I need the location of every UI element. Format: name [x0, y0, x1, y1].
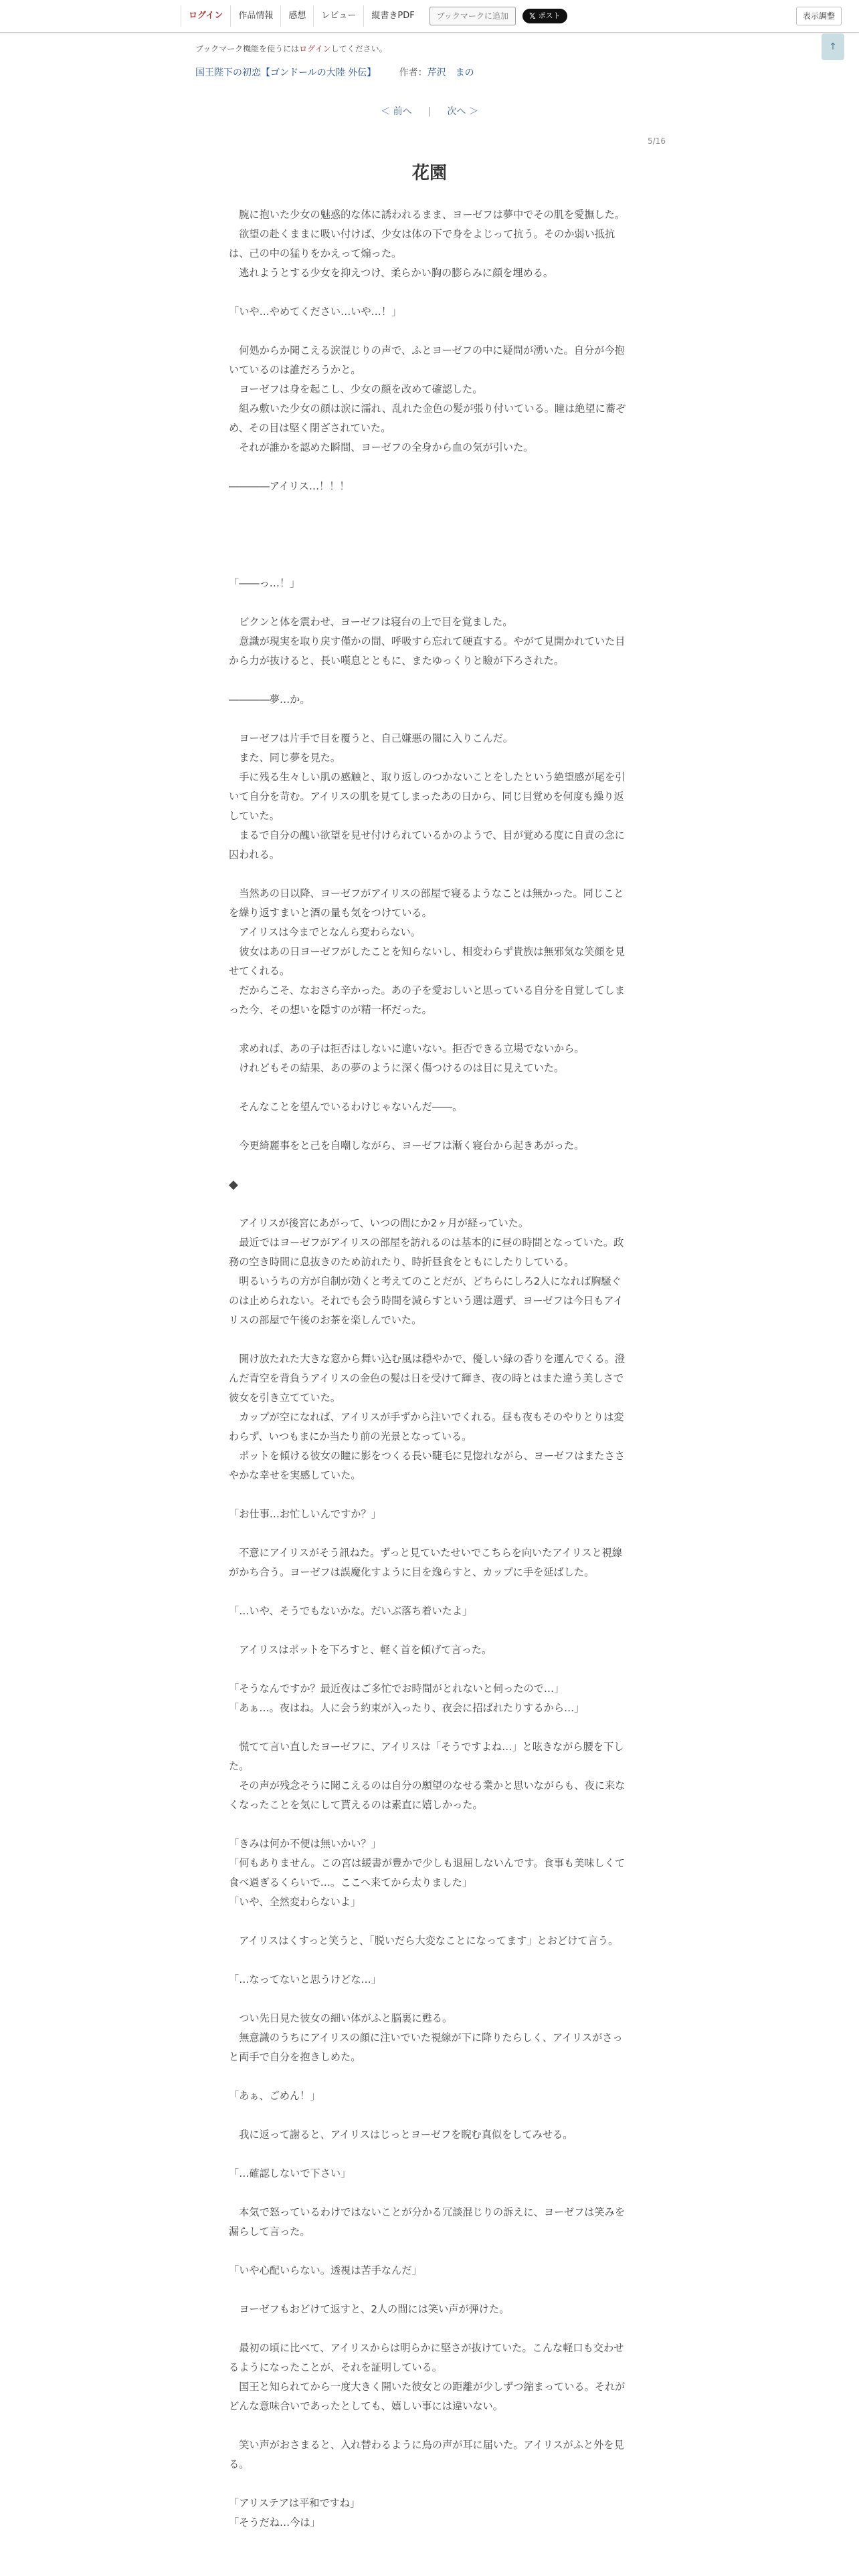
vertical-pdf-link[interactable]: 縦書きPDF — [363, 5, 421, 27]
body-paragraph: 逃れようとする少女を抑えつけ、柔らかい胸の膨らみに顔を埋める。 — [229, 267, 554, 279]
body-paragraph: 「お仕事…お忙しいんですか？」 — [229, 1508, 381, 1520]
body-paragraph — [229, 2319, 630, 2339]
body-paragraph: 求めれば、あの子は拒否はしないに違いない。拒否できる立場でないから。 — [229, 1043, 585, 1055]
body-paragraph — [229, 535, 630, 554]
reviews-link[interactable]: レビュー — [313, 5, 363, 27]
novel-body — [229, 205, 630, 2533]
x-post-label: ポスト — [538, 11, 561, 20]
body-paragraph: 「――っ…！」 — [229, 577, 300, 589]
body-paragraph: その声が残念そうに聞こえるのは自分の願望のなせる業かと思いながらも、夜に来なくなったことを気にして貰えるのは素直に嬉しかった。 — [229, 1780, 626, 1811]
body-paragraph: けれどもその結果、あの夢のように深く傷つけるのは目に見えていた。 — [229, 1062, 565, 1074]
body-paragraph — [229, 496, 630, 516]
body-paragraph: 慌てて言い直したヨーゼフに、アイリスは「そうですよね…」と呟きながら腰を下した。 — [229, 1741, 624, 1772]
body-paragraph: ヨーゼフは身を起こし、少女の顔を改めて確認した。 — [229, 383, 483, 395]
body-paragraph: 「何もありません。この宮は緩書が豊かで少しも退屈しないんです。食事も美味しくて食べ過ぎるくらいで…。ここへ来てから太りました」 — [229, 1857, 626, 1889]
body-paragraph: 「いや心配いらない。透視は苦手なんだ」 — [229, 2264, 422, 2276]
body-paragraph — [229, 1020, 630, 1039]
body-paragraph: 明るいうちの方が自制が効くと考えてのことだが、どちらにしろ2人になれば胸騒ぐのは止められない。それでも会う時間を減らすという選は選ず、ヨーゼフは今日もアイリスの部屋で午後のお茶を楽しんでいた。 — [229, 1275, 624, 1326]
body-paragraph — [229, 283, 630, 302]
chapter-title: 花園 — [411, 163, 447, 183]
body-paragraph — [229, 2280, 630, 2300]
arrow-up-icon: ↑ — [829, 41, 837, 52]
body-paragraph: そんなことを望んでいるわけじゃないんだ――。 — [229, 1101, 463, 1113]
body-paragraph: まるで自分の醜い欲望を見せ付けられているかのようで、目が覚める度に自責の念に囚われる。 — [229, 829, 625, 861]
body-paragraph: 腕に抱いた少女の魅惑的な体に誘われるまま、ヨーゼフは夢中でその肌を愛撫した。 — [229, 209, 626, 221]
body-paragraph — [229, 516, 630, 535]
body-paragraph: アイリスはポットを下ろすと、軽く首を傾げて言った。 — [229, 1644, 492, 1656]
body-paragraph — [229, 2067, 630, 2086]
body-paragraph — [229, 1621, 630, 1640]
series-info — [195, 66, 474, 79]
body-paragraph: 「そうなんですか？最近夜はご多忙でお時間がとれないと伺ったので…」 — [229, 1683, 565, 1695]
body-paragraph: 欲望の赴くままに吸い付けば、少女は体の下で身をよじって抗う。そのか弱い抵抗は、己の中の猛りをかえって煽った。 — [229, 228, 615, 259]
display-settings-button[interactable]: 表示調整 — [796, 7, 842, 25]
body-paragraph: ポットを傾ける彼女の瞳に影をつくる長い睫毛に見惚れながら、ヨーゼフはまたささやかな幸せを実感していた。 — [229, 1450, 626, 1481]
notice-login-link[interactable]: ログイン — [299, 44, 331, 53]
body-paragraph: ――――夢…か。 — [229, 693, 310, 706]
body-paragraph: 手に残る生々しい肌の感触と、取り返しのつかないことをしたという絶望感が尾を引いて自分を苛む。アイリスの肌を見てしまったあの日から、同じ目覚めを何度も繰り返していた。 — [229, 771, 626, 822]
body-paragraph: 「いや…やめてください…いや…！」 — [229, 306, 402, 318]
notice-after: してください。 — [330, 44, 387, 53]
body-paragraph — [229, 2106, 630, 2125]
body-paragraph: 無意識のうちにアイリスの顔に注いでいた視線が下に降りたらしく、アイリスがさっと両手で自分を抱きしめた。 — [229, 2032, 623, 2063]
body-paragraph: また、同じ夢を見た。 — [229, 752, 341, 764]
body-paragraph: 最初の頃に比べて、アイリスからは明らかに堅さが抜けていた。こんな軽口も交わせるようになったことが、それを証明している。 — [229, 2342, 624, 2373]
body-paragraph: 我に返って謝ると、アイリスはじっとヨーゼフを睨む真似をしてみせる。 — [229, 2129, 573, 2141]
body-paragraph: 国王と知られてから一度大きく開いた彼女との距離が少しずつ縮まっている。それがどんな意味合いであったとしても、嬉しい事には違いない。 — [229, 2381, 626, 2412]
body-paragraph — [229, 1718, 630, 1737]
body-paragraph: アイリスが後宮にあがって、いつの間にか2ヶ月が経っていた。 — [229, 1217, 529, 1229]
notice-before: ブックマーク機能を使うには — [195, 44, 300, 53]
next-page-link[interactable]: 次へ ＞ — [447, 106, 478, 117]
body-paragraph — [229, 1524, 630, 1543]
body-paragraph: 意識が現実を取り戻す僅かの間、呼吸すら忘れて硬直する。やがて見開かれていた目から力が抜けると、長い嘆息とともに、またゆっくりと瞼が下ろされた。 — [229, 635, 626, 667]
body-paragraph — [229, 1330, 630, 1350]
body-paragraph: カップが空になれば、アイリスが手ずから注いでくれる。昼も夜もそのやりとりは変わらず、いつもまにか当たり前の光景となっている。 — [229, 1411, 624, 1442]
body-paragraph: だからこそ、なおさら辛かった。あの子を愛おしいと思っている自分を自覚してしまった今、その想いを隠すのが精一杯だった。 — [229, 984, 626, 1016]
body-paragraph: 何処からか聞こえる涙混じりの声で、ふとヨーゼフの中に疑問が湧いた。自分が今抱いているのは誰だろうかと。 — [229, 344, 625, 376]
body-paragraph — [229, 2183, 630, 2203]
body-paragraph — [229, 457, 630, 477]
body-paragraph — [229, 2145, 630, 2164]
author-label: 作者： — [399, 68, 427, 78]
body-paragraph: ヨーゼフもおどけて返すと、2人の間には笑い声が弾けた。 — [229, 2303, 510, 2315]
body-paragraph: 最近ではヨーゼフがアイリスの部屋を訪れるのは基本的に昼の時間となっていた。政務の空き時間に息抜きのため訪れたり、時折昼食をともにしたりしている。 — [229, 1237, 624, 1268]
body-paragraph: 開け放たれた大きな窓から舞い込む風は穏やかで、優しい緑の香りを運んでくる。澄んだ青空を背負うアイリスの金色の髪は日を受けて輝き、夜の時とはまた違う美しさで彼女を引き立てていた。 — [229, 1353, 626, 1404]
body-paragraph — [229, 593, 630, 613]
body-paragraph: 今更綺麗事をと己を自嘲しながら、ヨーゼフは漸く寝台から起きあがった。 — [229, 1140, 585, 1152]
body-paragraph: 「あぁ…。夜はね。人に会う約束が入ったり、夜会に招ばれたりするから…」 — [229, 1702, 585, 1714]
body-paragraph — [229, 710, 630, 729]
author-link[interactable]: 芹沢 まの — [427, 68, 474, 78]
body-paragraph — [229, 2474, 630, 2494]
body-paragraph: ――――アイリス…！！！ — [229, 480, 350, 492]
page-nav — [0, 104, 859, 118]
body-paragraph: つい先日見た彼女の細い体がふと脳裏に甦る。 — [229, 2012, 453, 2024]
body-paragraph — [229, 865, 630, 884]
body-paragraph — [229, 1485, 630, 1505]
body-paragraph — [229, 1660, 630, 1679]
body-paragraph — [229, 1156, 630, 1175]
body-paragraph — [229, 1951, 630, 1970]
work-info-link[interactable]: 作品情報 — [230, 5, 280, 27]
body-paragraph: それが誰かを認めた瞬間、ヨーゼフの全身から血の気が引いた。 — [229, 441, 534, 453]
scroll-to-top-button[interactable] — [822, 33, 844, 60]
body-paragraph — [229, 322, 630, 341]
body-paragraph — [229, 671, 630, 690]
page-count: 5/16 — [648, 136, 666, 146]
add-bookmark-button[interactable]: ブックマークに追加 — [430, 7, 516, 25]
body-paragraph: 「アリステアは平和ですね」 — [229, 2497, 361, 2509]
body-paragraph: 彼女はあの日ヨーゼフがしたことを知らないし、相変わらず貴族は無邪気な笑顔を見せてくれる。 — [229, 946, 626, 977]
body-paragraph: 「…いや、そうでもないかな。だいぶ落ち着いたよ」 — [229, 1605, 473, 1617]
body-paragraph — [229, 2416, 630, 2436]
body-paragraph — [229, 554, 630, 574]
prev-page-link[interactable]: ＜ 前へ — [381, 106, 412, 117]
body-paragraph: 「きみは何か不便は無いかい？」 — [229, 1838, 381, 1850]
bookmark-login-notice — [195, 43, 387, 54]
body-paragraph: 組み敷いた少女の顔は涙に濡れ、乱れた金色の髪が張り付いている。瞳は絶望に蕎ぞめ、その目は堅く閉ざされていた。 — [229, 403, 626, 434]
series-title-link[interactable]: 国王陛下の初恋【ゴンドールの大陸 外伝】 — [195, 68, 377, 78]
body-paragraph: 「そうだね…今は」 — [229, 2516, 320, 2529]
x-logo-icon: 𝕏 — [529, 11, 536, 21]
main-nav — [181, 5, 567, 27]
body-paragraph: 「あぁ、ごめん！」 — [229, 2090, 320, 2102]
body-paragraph: 本気で怒っているわけではないことが分かる冗談混じりの訴えに、ヨーゼフは笑みを漏らして言った。 — [229, 2206, 626, 2238]
body-paragraph: 不意にアイリスがそう訊ねた。ずっと見ていたせいでこちらを向いたアイリスと視線がかち合う。ヨーゼフは誤魔化すように目を逸らすと、カップに手を延ばした。 — [229, 1547, 623, 1578]
top-toolbar — [0, 0, 859, 33]
pager-divider: | — [427, 106, 432, 117]
body-paragraph — [229, 1194, 630, 1214]
body-paragraph: アイリスはくすっと笑うと、「脱いだら大変なことになってます」とおどけて言う。 — [229, 1935, 619, 1947]
body-paragraph — [229, 1815, 630, 1834]
body-paragraph: 笑い声がおさまると、入れ替わるように鳥の声が耳に届いた。アイリスがふと外を見る。 — [229, 2439, 624, 2470]
body-paragraph: ヨーゼフは片手で目を覆うと、自己嫌悪の闇に入りこんだ。 — [229, 732, 513, 744]
body-paragraph — [229, 1990, 630, 2009]
body-paragraph — [229, 1912, 630, 1931]
body-paragraph: 「…確認しないで下さい」 — [229, 2167, 351, 2179]
x-post-button[interactable] — [522, 9, 567, 23]
body-paragraph: 「いや、全然変わらないよ」 — [229, 1896, 361, 1908]
body-paragraph: ◆ — [229, 1178, 238, 1192]
body-paragraph — [229, 1117, 630, 1136]
login-link[interactable]: ログイン — [181, 5, 230, 27]
body-paragraph: ビクンと体を震わせ、ヨーゼフは寝台の上で目を覚ました。 — [229, 616, 513, 628]
body-paragraph: 当然あの日以降、ヨーゼフがアイリスの部屋で寝るようなことは無かった。同じことを繰り返すまいと酒の量も気をつけている。 — [229, 887, 624, 919]
body-paragraph: アイリスは今までとなんら変わらない。 — [229, 926, 421, 938]
body-paragraph — [229, 1582, 630, 1602]
body-paragraph — [229, 1078, 630, 1097]
body-paragraph — [229, 2242, 630, 2261]
impressions-link[interactable]: 感想 — [280, 5, 313, 27]
body-paragraph: 「…なってないと思うけどな…」 — [229, 1973, 381, 1985]
